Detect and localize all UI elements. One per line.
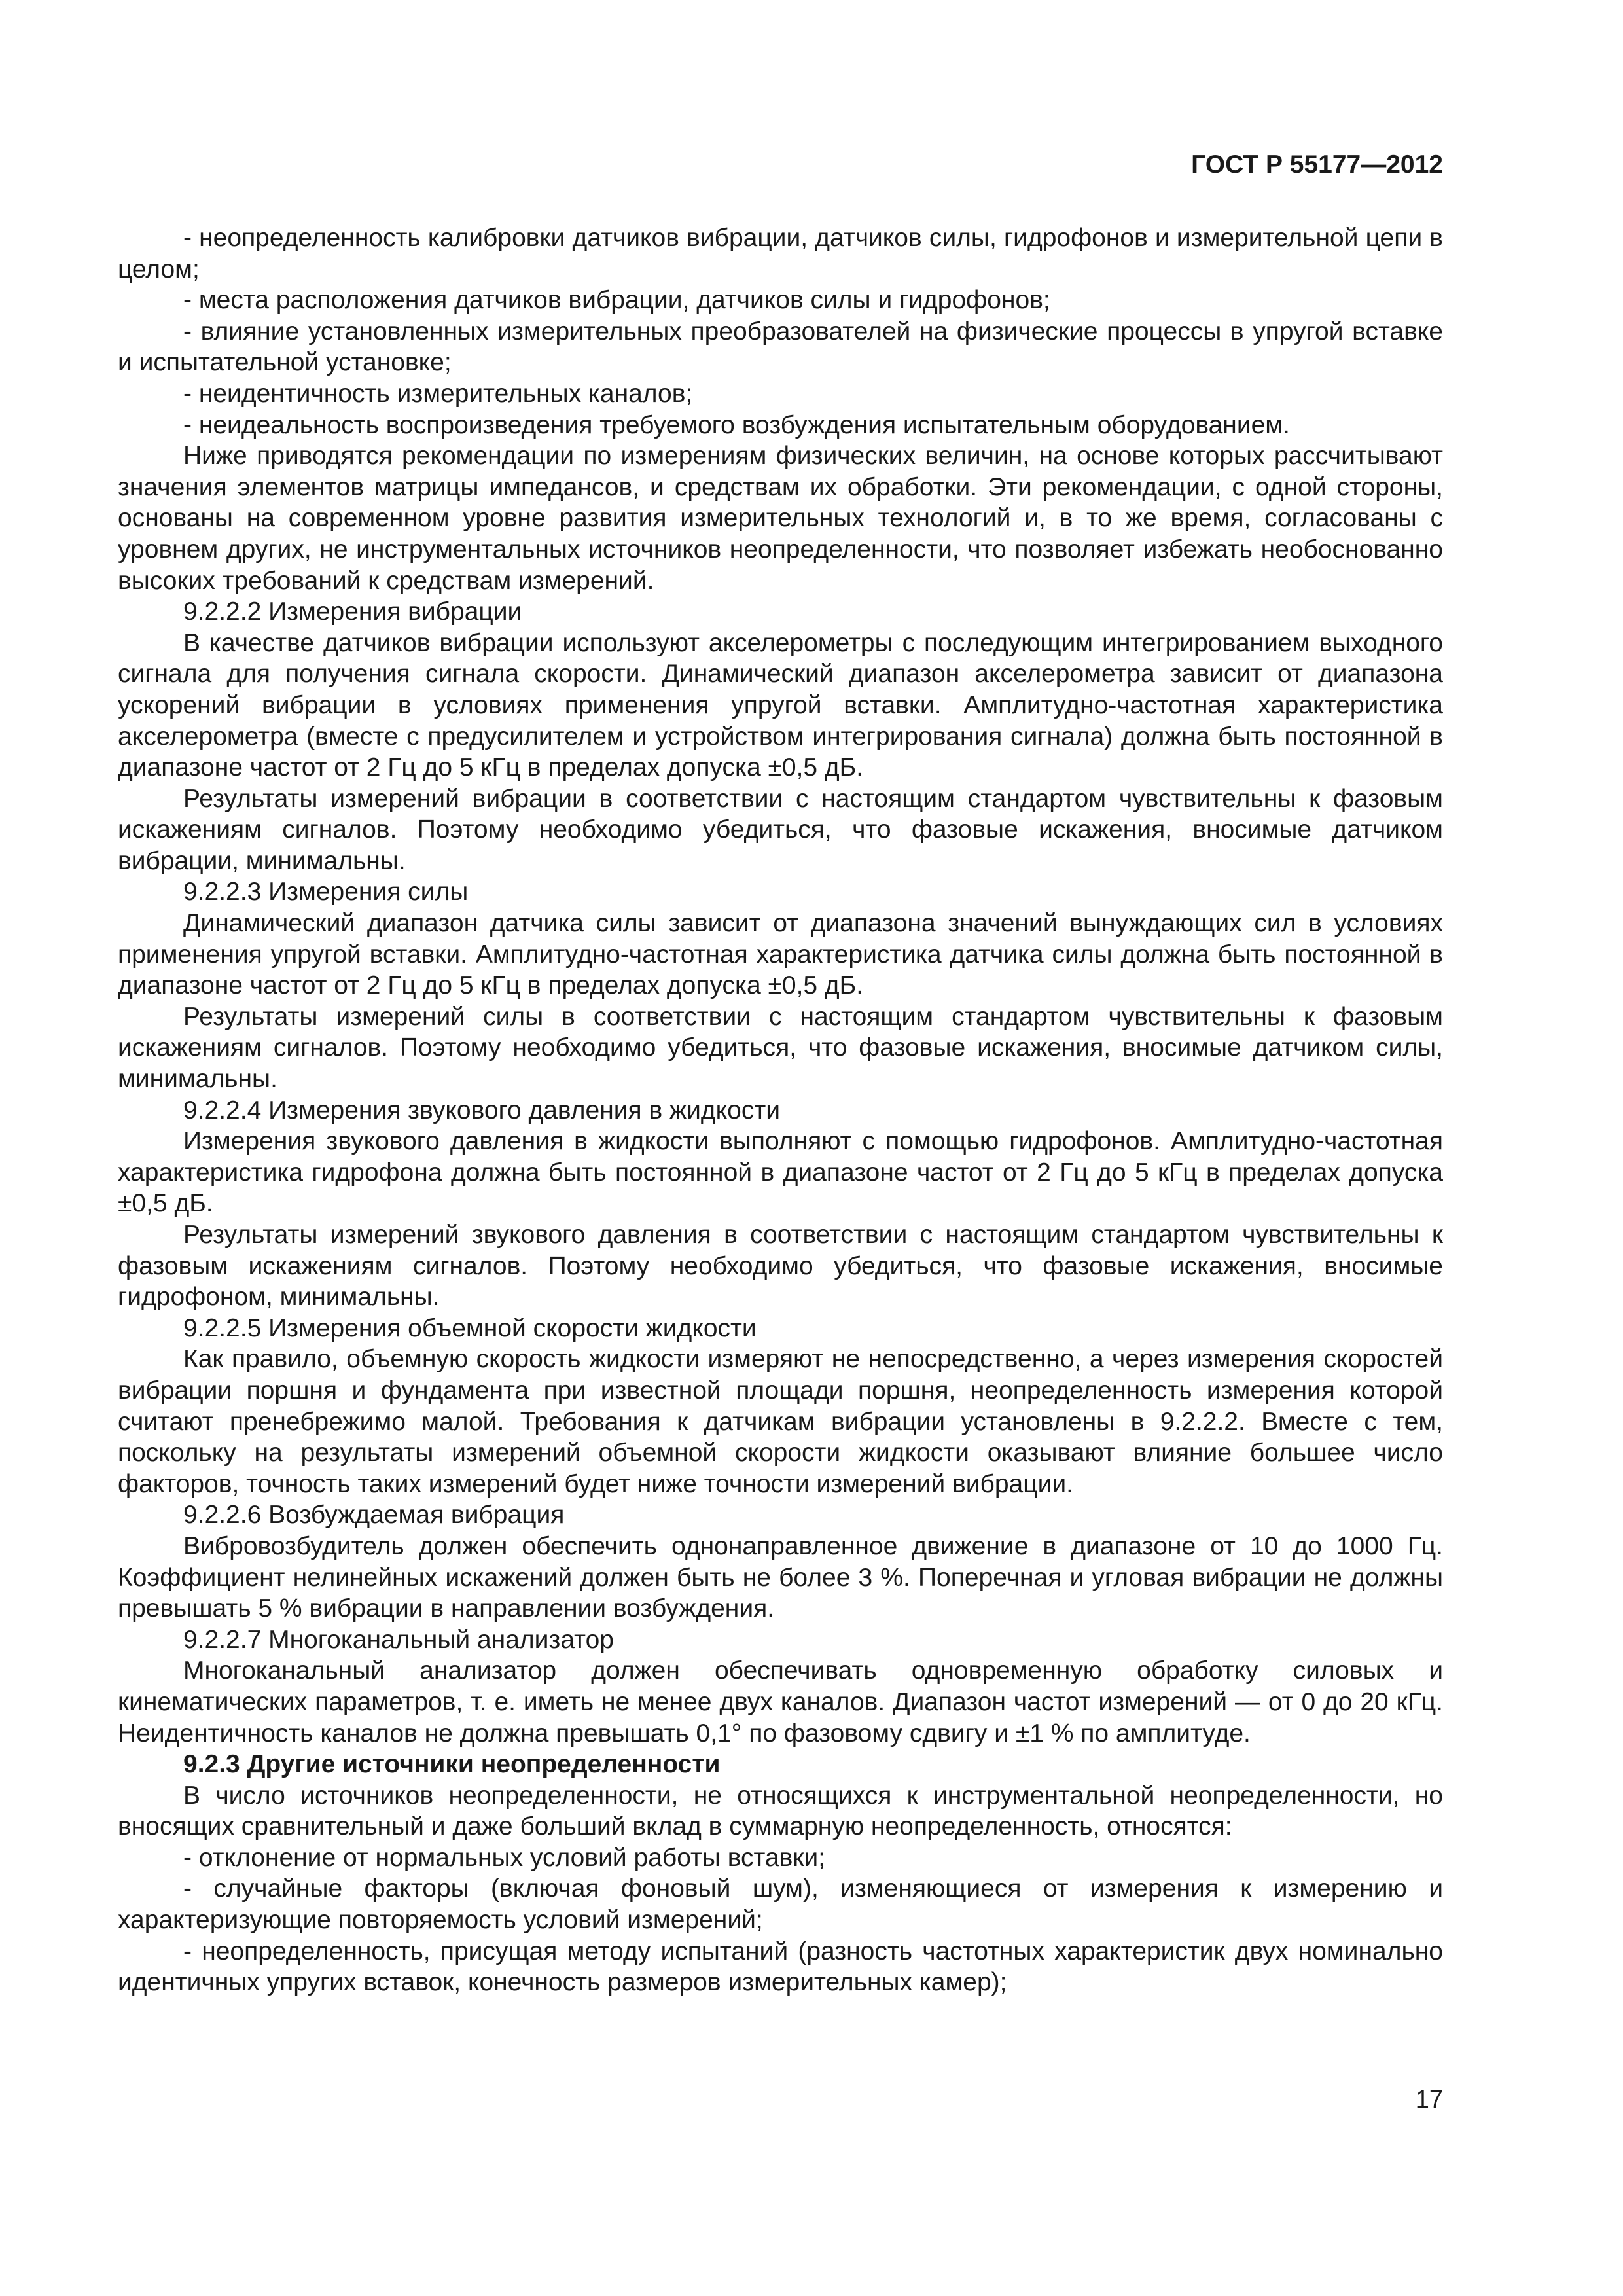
paragraph: Вибровозбудитель должен обеспечить однонаправленное движение в диапазоне от 10 до 1000 Гц. Коэффициент нелинейных искажений должен быть не более 3 %. Поперечная и угловая вибрации не должны превышать 5 % вибрации в направлении возбуждения. (118, 1532, 1443, 1623)
page-number: 17 (1415, 2086, 1443, 2113)
list-item: - неидеальность воспроизведения требуемого возбуждения испытательным оборудованием. (183, 410, 1290, 439)
section-heading: 9.2.2.3 Измерения силы (183, 878, 469, 906)
section-heading: 9.2.2.4 Измерения звукового давления в жидкости (183, 1096, 780, 1124)
standard-header: ГОСТ Р 55177—2012 (1191, 151, 1443, 179)
list-item: - влияние установленных измерительных преобразователей на физические процессы в упругой вставке и испытательной установке; (118, 317, 1443, 377)
section-heading-bold: 9.2.3 Другие источники неопределенности (183, 1750, 721, 1779)
list-item: - случайные факторы (включая фоновый шум), изменяющиеся от измерения к измерению и характеризующие повторяемость условий измерений; (118, 1874, 1443, 1935)
paragraph: Результаты измерений звукового давления в соответствии с настоящим стандартом чувствительны к фазовым искажениям сигналов. Поэтому необходимо убедиться, что фазовые искажения, вносимые гидрофоном, минимальны. (118, 1221, 1443, 1312)
paragraph: В число источников неопределенности, не относящихся к инструментальной неопределенности, но вносящих сравнительный и даже больший вклад в суммарную неопределенность, относятся: (118, 1781, 1443, 1841)
paragraph: Ниже приводятся рекомендации по измерениям физических величин, на основе которых рассчитывают значения элементов матрицы импедансов, и средствам их обработки. Эти рекомендации, с одной стороны, основаны на современном уровне развития измерительных технологий и, в то же время, согласованы с уровнем других, не инструментальных источников неопределенности, что позволяет избежать необоснованно высоких требований к средствам измерений. (118, 442, 1443, 595)
list-item: - отклонение от нормальных условий работы вставки; (183, 1843, 826, 1872)
paragraph: В качестве датчиков вибрации используют акселерометры с последующим интегрированием выходного сигнала для получения сигнала скорости. Динамический диапазон акселерометра зависит от диапазона ускорений вибрации в условиях применения упругой вставки. Амплитудно-частотная характеристика акселерометра (вместе с предусилителем и устройством интегрирования сигнала) должна быть постоянной в диапазоне частот от 2 Гц до 5 кГц в пределах допуска ±0,5 дБ. (118, 628, 1443, 782)
paragraph: Многоканальный анализатор должен обеспечивать одновременную обработку силовых и кинематических параметров, т. е. иметь не менее двух каналов. Диапазон частот измерений — от 0 до 20 кГц. Неидентичность каналов не должна превышать 0,1° по фазовому сдвигу и ±1 % по амплитуде. (118, 1657, 1443, 1748)
list-item: - неопределенность калибровки датчиков вибрации, датчиков силы, гидрофонов и измерительной цепи в целом; (118, 224, 1443, 283)
section-heading: 9.2.2.6 Возбуждаемая вибрация (183, 1501, 565, 1530)
paragraph: Динамический диапазон датчика силы зависит от диапазона значений вынуждающих сил в условиях применения упругой вставки. Амплитудно-частотная характеристика датчика силы должна быть постоянной в диапазоне частот от 2 Гц до 5 кГц в пределах допуска ±0,5 дБ. (118, 909, 1443, 1000)
list-item: - места расположения датчиков вибрации, датчиков силы и гидрофонов; (183, 286, 1050, 315)
section-heading: 9.2.2.7 Многоканальный анализатор (183, 1625, 614, 1654)
paragraph: Измерения звукового давления в жидкости выполняют с помощью гидрофонов. Амплитудно-частотная характеристика гидрофона должна быть постоянной в диапазоне частот от 2 Гц до 5 кГц в пределах допуска ±0,5 дБ. (118, 1127, 1443, 1218)
body-text (118, 223, 1443, 1998)
paragraph: Как правило, объемную скорость жидкости измеряют не непосредственно, а через измерения скоростей вибрации поршня и фундамента при известной площади поршня, неопределенность измерения которой считают пренебрежимо малой. Требования к датчикам вибрации установлены в 9.2.2.2. Вместе с тем, поскольку на результаты измерений объемной скорости жидкости оказывают влияние большее число факторов, точность таких измерений будет ниже точности измерений вибрации. (118, 1345, 1443, 1498)
paragraph: Результаты измерений силы в соответствии с настоящим стандартом чувствительны к фазовым искажениям сигналов. Поэтому необходимо убедиться, что фазовые искажения, вносимые датчиком силы, минимальны. (118, 1002, 1443, 1094)
list-item: - неидентичность измерительных каналов; (183, 379, 693, 408)
list-item: - неопределенность, присущая методу испытаний (разность частотных характеристик двух номинально идентичных упругих вставок, конечность размеров измерительных камер); (118, 1937, 1443, 1997)
section-heading: 9.2.2.5 Измерения объемной скорости жидкости (183, 1314, 757, 1342)
section-heading: 9.2.2.2 Измерения вибрации (183, 598, 522, 626)
paragraph: Результаты измерений вибрации в соответствии с настоящим стандартом чувствительны к фазовым искажениям сигналов. Поэтому необходимо убедиться, что фазовые искажения, вносимые датчиком вибрации, минимальны. (118, 784, 1443, 875)
